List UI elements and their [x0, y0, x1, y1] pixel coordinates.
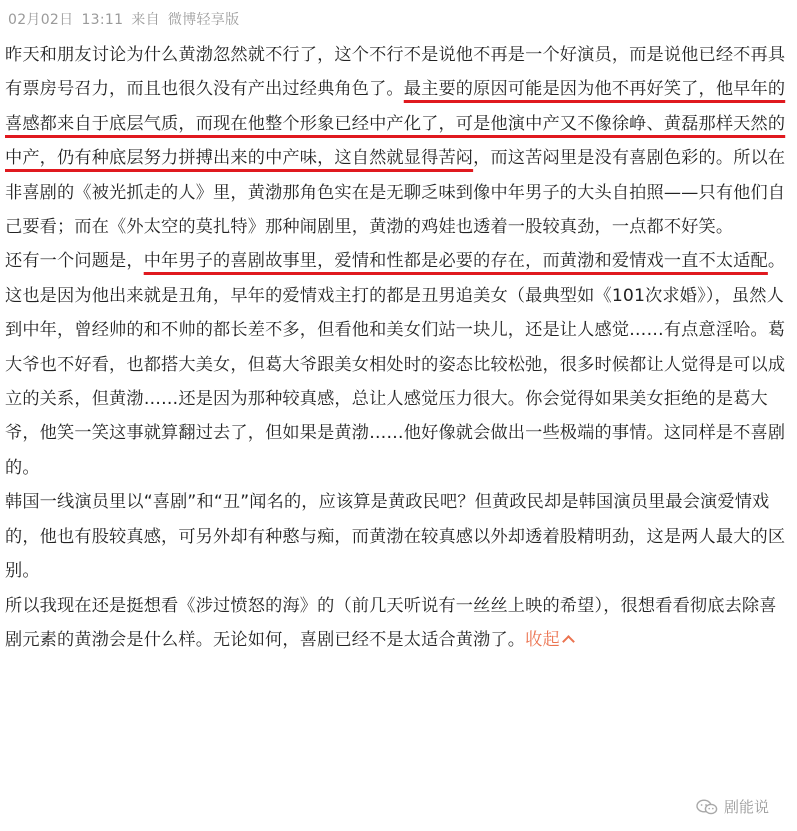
- paragraph-2-highlight: 中年男子的喜剧故事里，爱情和性都是必要的存在，而黄渤和爱情戏一直不太适配: [143, 251, 768, 272]
- paragraph-4: [5, 589, 791, 658]
- account-watermark: [696, 796, 769, 817]
- post-date: 02月02日: [8, 12, 74, 28]
- paragraph-2-text: 还有一个问题是，: [5, 251, 144, 272]
- paragraph-4-text: 所以我现在还是挺想看《涉过愤怒的海》的（前几天听说有一丝丝上映的希望），很想看看彻底去除喜剧元素的黄渤会是什么样。无论如何，喜剧已经不是太适合黄渤了。: [5, 595, 777, 650]
- collapse-label[interactable]: 收起: [525, 629, 560, 650]
- post-time: 13:11: [81, 12, 124, 28]
- paragraph-3-text: 韩国一线演员里以“喜剧”和“丑”闻名的，应该算是黄政民吧？但黄政民却是韩国演员里最会演爱情戏的，他也有股较真感，可另外却有种憨与痴，而黄渤在较真感以外却透着股精明劲，这是两人最大的区别。: [5, 492, 786, 582]
- post-meta: [8, 9, 247, 29]
- paragraph-1-highlight: 最主要的原因可能是因为他不再好笑了，他早年的喜感都来自于底层气质，而现在他整个形象已经中产化了，可是他演中产又不像徐峥、黄磊那样天然的中产，仍有种底层努力拼搏出来的中产味，这自然就显得苦闷: [5, 79, 786, 169]
- watermark-label: 剧能说: [723, 798, 769, 816]
- post-source[interactable]: 微博轻享版: [167, 12, 240, 28]
- paragraph-2-rest: 。这也是因为他出来就是丑角，早年的爱情戏主打的都是丑男追美女（最典型如《101次求婚》），虽然人到中年，曾经帅的和不帅的都长差不多，但看他和美女们站一块儿，还是让人感觉……有点意淫哈。葛大爷也不好看，也都搭大美女，但葛大爷跟美女相处时的姿态比较松弛，很多时候都让人觉得是可以成立的关系，但黄渤……还是因为那种较真感，总让人感觉压力很大。你会觉得如果美女拒绝的是葛大爷，他笑一笑这事就算翻过去了，但如果是黄渤……他好像就会做出一些极端的事情。这同样是不喜剧的。: [5, 251, 786, 478]
- collapse-button[interactable]: [525, 630, 573, 650]
- post-body: [5, 38, 791, 657]
- post-source-prefix: 来自: [131, 12, 160, 28]
- chevron-up-icon[interactable]: [562, 635, 575, 648]
- paragraph-1: [5, 38, 791, 244]
- paragraph-3: [5, 485, 791, 588]
- wechat-icon: [696, 799, 718, 815]
- paragraph-2: [5, 244, 791, 485]
- paragraph-1-text: 昨天和朋友讨论为什么黄渤忽然就不行了，这个不行不是说他不再是一个好演员，而是说他已经不再具有票房号召力，而且也很久没有产出过经典角色了。: [5, 45, 786, 100]
- paragraph-1-rest: ，而这苦闷里是没有喜剧色彩的。所以在非喜剧的《被光抓走的人》里，黄渤那角色实在是无聊乏味到像中年男子的大头自拍照——只有他们自己要看；而在《外太空的莫扎特》那种闹剧里，黄渤的鸡娃也透着一股较真劲，一点都不好笑。: [5, 148, 786, 238]
